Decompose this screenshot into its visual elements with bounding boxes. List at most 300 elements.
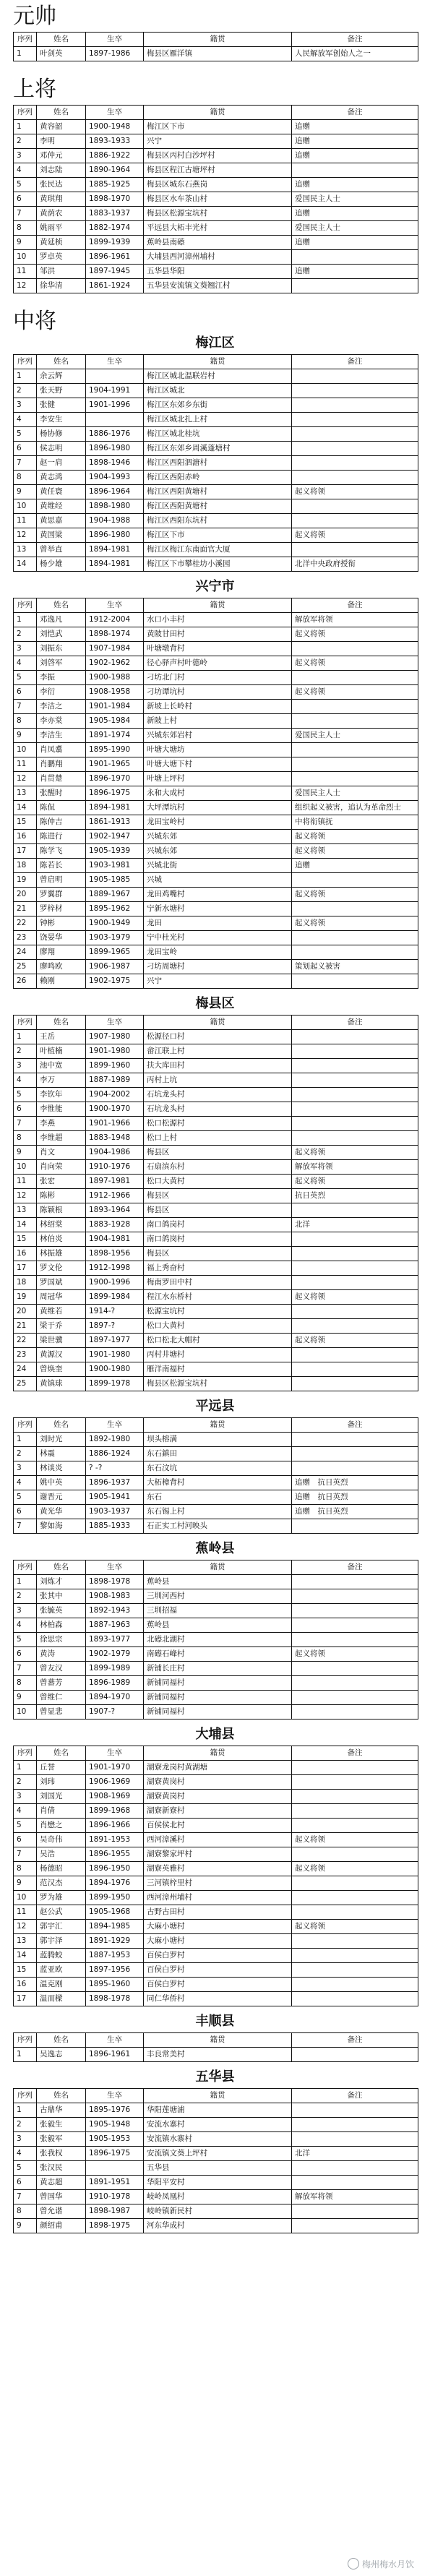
- table-cell: 坝头榕满: [144, 1433, 292, 1447]
- table-cell: [292, 1847, 418, 1862]
- table-cell: 1910-1978: [86, 2190, 144, 2204]
- table-cell: 安流镇文葵上坪村: [144, 2147, 292, 2161]
- table-cell: 黄思嘉: [37, 514, 86, 528]
- table-cell: 刘时光: [37, 1433, 86, 1447]
- table-cell: 1894-1981: [86, 801, 144, 815]
- table-cell: 1896-1989: [86, 1676, 144, 1691]
- table-cell: 罗国斌: [37, 1276, 86, 1290]
- table-row: [14, 2048, 418, 2062]
- table-cell: 23: [14, 1348, 37, 1362]
- table-row: [14, 1305, 418, 1319]
- table-cell: 梅县区: [144, 1247, 292, 1261]
- table-cell: 五华县安流镇文葵翘江村: [144, 279, 292, 293]
- table-row: [14, 1505, 418, 1519]
- table-cell: 起义将领: [292, 1290, 418, 1305]
- table-row: [14, 1433, 418, 1447]
- table-cell: 谢晋元: [37, 1490, 86, 1505]
- table-cell: 12: [14, 279, 37, 293]
- table-cell: 梅江区西阳黄塘村: [144, 485, 292, 499]
- table-cell: 1: [14, 2103, 37, 2118]
- table-cell: 刁坊北门村: [144, 671, 292, 685]
- table-cell: [292, 1319, 418, 1334]
- table-cell: 黄志超: [37, 2176, 86, 2190]
- table-cell: 1896-1961: [86, 250, 144, 265]
- table-cell: 东石: [144, 1490, 292, 1505]
- table-cell: 平远县大柘丰光村: [144, 221, 292, 236]
- table-cell: 北洋: [292, 1218, 418, 1232]
- table-cell: 19: [14, 1290, 37, 1305]
- table-cell: 1905-1948: [86, 2118, 144, 2132]
- table-cell: [292, 1819, 418, 1833]
- table-cell: [292, 1519, 418, 1534]
- table-row: [14, 2118, 418, 2132]
- table-cell: 21: [14, 1319, 37, 1334]
- table-row: [14, 2103, 418, 2118]
- table-cell: 1890-1964: [86, 163, 144, 178]
- table-cell: 1896-1937: [86, 1476, 144, 1490]
- column-header: 籍贯: [144, 106, 292, 120]
- table-cell: 罗卓英: [37, 250, 86, 265]
- table-cell: 姚雨平: [37, 221, 86, 236]
- column-header: 备注: [292, 1016, 418, 1030]
- column-header: 籍贯: [144, 355, 292, 369]
- table-cell: 三圳河西村: [144, 1589, 292, 1604]
- table-cell: 百侯白罗村: [144, 1963, 292, 1978]
- table-cell: 1904-1981: [86, 1232, 144, 1247]
- table-cell: 起义将领: [292, 844, 418, 859]
- table-cell: 大坪潭坑村: [144, 801, 292, 815]
- column-header: 姓名: [37, 106, 86, 120]
- table-cell: 梅江区西阳泗溏村: [144, 456, 292, 471]
- table-cell: 石坑龙头村: [144, 1088, 292, 1102]
- table-cell: 梅江区下市: [144, 120, 292, 134]
- table-row: [14, 916, 418, 931]
- table-row: [14, 1160, 418, 1175]
- table-cell: 叶塘大塘坊: [144, 743, 292, 757]
- table-cell: [292, 1305, 418, 1319]
- table-cell: 龙田宝岭村: [144, 815, 292, 830]
- table-cell: 1908-1958: [86, 685, 144, 700]
- section-title: 兴宁市: [195, 579, 235, 594]
- table-row: [14, 945, 418, 960]
- table-cell: 邓逸凡: [37, 613, 86, 627]
- table-cell: 1904-1991: [86, 384, 144, 398]
- table-row: [14, 1905, 418, 1920]
- table-row: [14, 1073, 418, 1088]
- table-cell: 百侯侯北村: [144, 1819, 292, 1833]
- table-cell: 1886-1924: [86, 1447, 144, 1461]
- table-cell: 安流水寨村: [144, 2118, 292, 2132]
- table-cell: 7: [14, 207, 37, 221]
- table-cell: 刘振东: [37, 642, 86, 656]
- table-cell: 1898-1978: [86, 1992, 144, 2006]
- table-cell: 12: [14, 528, 37, 543]
- table-cell: [292, 642, 418, 656]
- table-cell: 新铺同福村: [144, 1705, 292, 1720]
- table-cell: 1885-1925: [86, 178, 144, 192]
- table-row: [14, 1891, 418, 1905]
- table-cell: 1883-1928: [86, 1218, 144, 1232]
- table-cell: 起义将领: [292, 830, 418, 844]
- table-cell: 3: [14, 398, 37, 413]
- table-cell: 7: [14, 1519, 37, 1534]
- table-cell: 追赠: [292, 178, 418, 192]
- table-cell: 7: [14, 700, 37, 714]
- table-cell: [292, 1691, 418, 1705]
- table-cell: 起义将领: [292, 916, 418, 931]
- table-row: [14, 163, 418, 178]
- table-row: [14, 1604, 418, 1618]
- table-cell: 追赠: [292, 859, 418, 873]
- table-cell: 徐华清: [37, 279, 86, 293]
- table-cell: 8: [14, 1676, 37, 1691]
- table-cell: 追赠: [292, 236, 418, 250]
- table-cell: [292, 1261, 418, 1276]
- table-cell: [292, 1102, 418, 1117]
- table-row: [14, 1189, 418, 1203]
- table-cell: 张毅军: [37, 2132, 86, 2147]
- table-cell: 5: [14, 1819, 37, 1833]
- table-row: [14, 1131, 418, 1146]
- table-cell: [292, 413, 418, 427]
- table-cell: 9: [14, 2219, 37, 2233]
- table-cell: 石扇滨东村: [144, 1160, 292, 1175]
- column-header: 备注: [292, 1746, 418, 1761]
- table-cell: 11: [14, 1175, 37, 1189]
- table-cell: 1896-1955: [86, 1847, 144, 1862]
- table-cell: 2: [14, 1044, 37, 1059]
- column-header: 生卒: [86, 33, 144, 47]
- table-row: [14, 369, 418, 384]
- table-cell: 张醒时: [37, 786, 86, 801]
- table-cell: 2: [14, 1589, 37, 1604]
- table-cell: 罗为雄: [37, 1891, 86, 1905]
- column-header: 姓名: [37, 2033, 86, 2048]
- table-cell: [292, 1589, 418, 1604]
- table-cell: 梅县区: [144, 1146, 292, 1160]
- table-cell: 肖倩: [37, 1804, 86, 1819]
- table-cell: 龙田: [144, 916, 292, 931]
- data-table: [13, 2032, 418, 2062]
- table-cell: 叶塘墩背村: [144, 642, 292, 656]
- table-cell: 黄任寰: [37, 485, 86, 499]
- table-cell: 1900-1948: [86, 120, 144, 134]
- table-cell: 1893-1933: [86, 134, 144, 149]
- table-row: [14, 888, 418, 902]
- table-cell: [292, 499, 418, 514]
- table-cell: 3: [14, 1604, 37, 1618]
- table-cell: [292, 1790, 418, 1804]
- table-row: [14, 700, 418, 714]
- group-title: 元帅: [13, 4, 56, 29]
- table-cell: 黄荫农: [37, 207, 86, 221]
- table-cell: 5: [14, 1633, 37, 1647]
- table-cell: 1896-1970: [86, 772, 144, 786]
- table-cell: 叶剑英: [37, 47, 86, 61]
- table-cell: 黄延桢: [37, 236, 86, 250]
- column-header: 籍贯: [144, 2089, 292, 2103]
- table-cell: 5: [14, 2161, 37, 2176]
- table-cell: [292, 2204, 418, 2219]
- table-cell: 1: [14, 1030, 37, 1044]
- table-header-row: [14, 2089, 418, 2103]
- table-cell: [292, 1059, 418, 1073]
- table-cell: 25: [14, 1377, 37, 1391]
- table-cell: 1883-1948: [86, 1131, 144, 1146]
- table-cell: 东石汶坑: [144, 1461, 292, 1476]
- table-row: [14, 1461, 418, 1476]
- table-cell: 7: [14, 1847, 37, 1862]
- table-cell: 1: [14, 47, 37, 61]
- table-cell: 3: [14, 149, 37, 163]
- column-header: 备注: [292, 2033, 418, 2048]
- table-cell: 罗文伦: [37, 1261, 86, 1276]
- table-cell: 梅江区梅江东南面官大厦: [144, 543, 292, 557]
- table-cell: 13: [14, 543, 37, 557]
- table-cell: 5: [14, 671, 37, 685]
- table-cell: [292, 700, 418, 714]
- table-cell: 1899-1950: [86, 1891, 144, 1905]
- table-cell: 张汉民: [37, 2161, 86, 2176]
- column-header: 籍贯: [144, 1016, 292, 1030]
- table-cell: 林振雄: [37, 1247, 86, 1261]
- table-cell: 9: [14, 1146, 37, 1160]
- table-cell: 永和大成村: [144, 786, 292, 801]
- table-cell: 5: [14, 178, 37, 192]
- column-header: 籍贯: [144, 33, 292, 47]
- table-cell: 曾维仁: [37, 1691, 86, 1705]
- table-row: [14, 1790, 418, 1804]
- data-table: [13, 598, 418, 989]
- table-header-row: [14, 598, 418, 613]
- table-cell: [292, 1949, 418, 1963]
- table-row: [14, 1705, 418, 1720]
- table-cell: [292, 1362, 418, 1377]
- table-cell: [292, 279, 418, 293]
- table-cell: 新坡上长岭村: [144, 700, 292, 714]
- table-cell: [292, 1992, 418, 2006]
- table-row: [14, 1934, 418, 1949]
- table-cell: 松口松源村: [144, 1117, 292, 1131]
- table-cell: [292, 1618, 418, 1633]
- table-cell: 丙村井塘村: [144, 1348, 292, 1362]
- table-cell: 百侯白罗村: [144, 1949, 292, 1963]
- table-cell: [292, 369, 418, 384]
- table-cell: 叶塘大塘下村: [144, 757, 292, 772]
- table-row: [14, 685, 418, 700]
- table-cell: 4: [14, 1804, 37, 1819]
- table-cell: 1898-1970: [86, 192, 144, 207]
- table-row: [14, 2132, 418, 2147]
- table-cell: 邓仲元: [37, 149, 86, 163]
- column-header: 生卒: [86, 598, 144, 613]
- table-cell: 1891-1951: [86, 2176, 144, 2190]
- table-cell: 2: [14, 627, 37, 642]
- table-cell: [292, 1247, 418, 1261]
- table-cell: 张健: [37, 398, 86, 413]
- table-cell: 肖文: [37, 1146, 86, 1160]
- table-row: [14, 398, 418, 413]
- table-cell: 26: [14, 974, 37, 989]
- table-row: [14, 2219, 418, 2233]
- table-row: [14, 1232, 418, 1247]
- table-cell: 蕉岭县: [144, 1618, 292, 1633]
- column-header: 序列: [14, 2089, 37, 2103]
- table-cell: [292, 1905, 418, 1920]
- table-cell: 龙田鸡嘴村: [144, 888, 292, 902]
- table-cell: 1903-1981: [86, 859, 144, 873]
- table-row: [14, 772, 418, 786]
- table-cell: 1895-1990: [86, 743, 144, 757]
- table-cell: 1894-1981: [86, 557, 144, 572]
- table-row: [14, 1203, 418, 1218]
- table-row: [14, 1146, 418, 1160]
- column-header: 序列: [14, 598, 37, 613]
- table-cell: 2: [14, 134, 37, 149]
- table-cell: 梅江区东郊乡周溪蓬塘村: [144, 442, 292, 456]
- table-cell: 北洋: [292, 2147, 418, 2161]
- table-cell: [292, 1662, 418, 1676]
- table-cell: 肖鹏翔: [37, 757, 86, 772]
- table-cell: [292, 456, 418, 471]
- column-header: 姓名: [37, 2089, 86, 2103]
- table-cell: 刁坊周塘村: [144, 960, 292, 974]
- table-row: [14, 1247, 418, 1261]
- page: [0, 6, 430, 2576]
- table-cell: 梅县区雁洋镇: [144, 47, 292, 61]
- table-cell: 9: [14, 1691, 37, 1705]
- table-cell: 南口鸽岗村: [144, 1232, 292, 1247]
- table-cell: 1899-1984: [86, 1290, 144, 1305]
- table-cell: 蕉岭县南礤: [144, 236, 292, 250]
- table-cell: 4: [14, 656, 37, 671]
- column-header: 序列: [14, 2033, 37, 2048]
- table-row: [14, 134, 418, 149]
- table-cell: 1907-?: [86, 1705, 144, 1720]
- table-cell: [292, 772, 418, 786]
- table-cell: 刘玮: [37, 1775, 86, 1790]
- table-row: [14, 1804, 418, 1819]
- column-header: 生卒: [86, 1418, 144, 1433]
- table-cell: 1912-1966: [86, 1189, 144, 1203]
- table-cell: 14: [14, 801, 37, 815]
- table-cell: 1899-1939: [86, 236, 144, 250]
- table-cell: 起义将领: [292, 528, 418, 543]
- table-cell: 梅县区水车茶山村: [144, 192, 292, 207]
- table-cell: 4: [14, 1476, 37, 1490]
- table-cell: 追赠 抗日英烈: [292, 1476, 418, 1490]
- table-row: [14, 178, 418, 192]
- table-cell: 杨少雄: [37, 557, 86, 572]
- table-cell: 解放军将领: [292, 2190, 418, 2204]
- table-cell: 1894-1970: [86, 1691, 144, 1705]
- table-row: [14, 1476, 418, 1490]
- table-cell: [292, 1978, 418, 1992]
- table-cell: [292, 471, 418, 485]
- table-cell: 黄陂甘田村: [144, 627, 292, 642]
- watermark-text: 梅州梅水月饮: [361, 2559, 414, 2569]
- table-cell: 1898-1978: [86, 1575, 144, 1589]
- table-cell: 1882-1974: [86, 221, 144, 236]
- table-cell: 李维超: [37, 1131, 86, 1146]
- table-cell: 安流镇水寨村: [144, 2132, 292, 2147]
- table-cell: 范汉杰: [37, 1876, 86, 1891]
- table-cell: 梁于乔: [37, 1319, 86, 1334]
- table-cell: 王岳: [37, 1030, 86, 1044]
- table-cell: 湖寮龙岗村黄湖塘: [144, 1761, 292, 1775]
- table-row: [14, 714, 418, 729]
- table-cell: 古鼎华: [37, 2103, 86, 2118]
- table-cell: 吴逸志: [37, 2048, 86, 2062]
- table-cell: 兴宁: [144, 974, 292, 989]
- table-cell: 1900-1949: [86, 916, 144, 931]
- table-cell: 1886-1922: [86, 149, 144, 163]
- table-cell: 林伯炎: [37, 1232, 86, 1247]
- table-cell: 24: [14, 945, 37, 960]
- table-cell: 陈仲吉: [37, 815, 86, 830]
- table-cell: 24: [14, 1362, 37, 1377]
- table-cell: 赖刚: [37, 974, 86, 989]
- table-cell: 池中宽: [37, 1059, 86, 1073]
- table-cell: 张毅生: [37, 2118, 86, 2132]
- table-cell: 1901-1980: [86, 1348, 144, 1362]
- table-cell: 17: [14, 1992, 37, 2006]
- table-cell: 刘恺武: [37, 627, 86, 642]
- table-cell: 陈若长: [37, 859, 86, 873]
- table-cell: 梅江区西阳赤岭: [144, 471, 292, 485]
- column-header: 备注: [292, 598, 418, 613]
- table-cell: 林柏森: [37, 1618, 86, 1633]
- table-cell: 同仁华侨村: [144, 1992, 292, 2006]
- table-row: [14, 1102, 418, 1117]
- table-cell: 爱国民主人士: [292, 786, 418, 801]
- table-row: [14, 149, 418, 163]
- table-cell: [292, 1676, 418, 1691]
- data-table: [13, 105, 418, 293]
- table-cell: 1896-1975: [86, 786, 144, 801]
- table-row: [14, 471, 418, 485]
- table-cell: 17: [14, 1261, 37, 1276]
- table-cell: 7: [14, 1662, 37, 1676]
- table-cell: 梅县区程江古塘坪村: [144, 163, 292, 178]
- table-row: [14, 1334, 418, 1348]
- table-cell: 李惟能: [37, 1102, 86, 1117]
- table-row: [14, 1647, 418, 1662]
- table-cell: [292, 2103, 418, 2118]
- table-cell: [292, 1044, 418, 1059]
- table-cell: 爱国民主人士: [292, 221, 418, 236]
- table-cell: 17: [14, 844, 37, 859]
- table-cell: 兴城东郊岩村: [144, 729, 292, 743]
- table-cell: [292, 384, 418, 398]
- table-cell: 曾显悲: [37, 1705, 86, 1720]
- table-row: [14, 192, 418, 207]
- table-cell: 8: [14, 714, 37, 729]
- table-cell: 新铺长庄村: [144, 1662, 292, 1676]
- table-cell: 1905-1984: [86, 714, 144, 729]
- table-cell: 9: [14, 485, 37, 499]
- table-cell: 陈彬: [37, 1189, 86, 1203]
- table-cell: 丘誉: [37, 1761, 86, 1775]
- table-cell: 11: [14, 757, 37, 772]
- table-cell: 梅江区东郊乡东街: [144, 398, 292, 413]
- table-cell: 2: [14, 1775, 37, 1790]
- table-row: [14, 1978, 418, 1992]
- table-row: [14, 1059, 418, 1073]
- table-row: [14, 1319, 418, 1334]
- table-cell: 1900-1996: [86, 1276, 144, 1290]
- table-row: [14, 1290, 418, 1305]
